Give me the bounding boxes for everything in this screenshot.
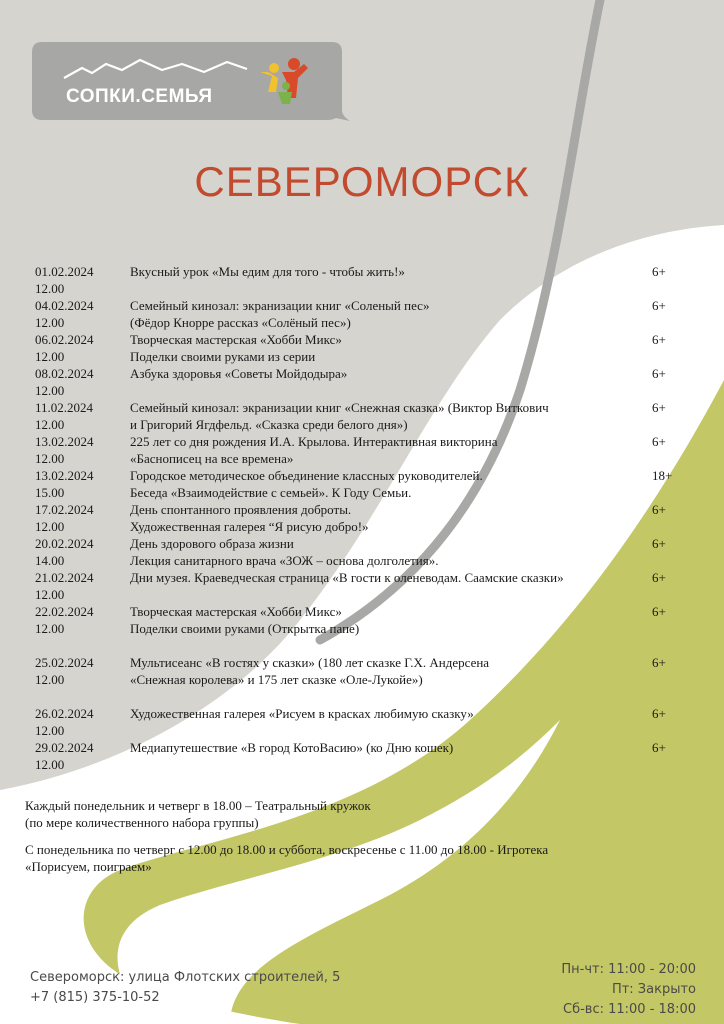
event-date: 04.02.2024 (35, 298, 94, 313)
event-time: 12.00 (35, 315, 65, 330)
footer-contacts (30, 968, 340, 1008)
event-age-rating: 6+ (652, 706, 666, 721)
event-schedule (35, 263, 695, 773)
event-age-rating: 6+ (652, 502, 666, 517)
event-age-rating: 6+ (652, 604, 666, 619)
event-item (35, 501, 695, 535)
event-time: 12.00 (35, 349, 65, 364)
event-item (35, 535, 695, 569)
event-description: Поделки своими руками из серии (130, 349, 316, 364)
event-age-rating: 6+ (652, 264, 666, 279)
city-title: СЕВЕРОМОРСК (194, 158, 530, 205)
event-age-rating: 6+ (652, 434, 666, 449)
event-age-rating: 18+ (652, 468, 673, 483)
note-playroom-sub: «Порисуем, поиграем» (25, 859, 152, 874)
event-description: Творческая мастерская «Хобби Микс» (130, 332, 342, 347)
event-date: 17.02.2024 (35, 502, 94, 517)
event-time: 12.00 (35, 757, 65, 772)
event-age-rating: 6+ (652, 366, 666, 381)
logo-speech-bubble (32, 42, 350, 121)
event-time: 15.00 (35, 485, 65, 500)
event-description: Дни музея. Краеведческая страница «В гости к оленеводам. Саамские сказки» (130, 570, 564, 585)
event-time: 12.00 (35, 451, 65, 466)
event-age-rating: 6+ (652, 655, 666, 670)
event-date: 11.02.2024 (35, 400, 94, 415)
event-description: 225 лет со дня рождения И.А. Крылова. Интерактивная викторина (130, 434, 498, 449)
event-time: 12.00 (35, 383, 65, 398)
address: Североморск: улица Флотских строителей, 5 (30, 970, 341, 985)
logo (32, 42, 352, 124)
event-description: День здорового образа жизни (130, 536, 294, 551)
event-item (35, 433, 695, 467)
event-item (35, 603, 695, 637)
event-date: 22.02.2024 (35, 604, 94, 619)
opening-hours (561, 960, 696, 1020)
event-time: 12.00 (35, 417, 65, 432)
event-description: Творческая мастерская «Хобби Микс» (130, 604, 342, 619)
event-description: «Снежная королева» и 175 лет сказке «Оле-Лукойе») (130, 672, 423, 687)
hours-weekend: Сб-вс: 11:00 - 18:00 (563, 1002, 696, 1017)
event-age-rating: 6+ (652, 400, 666, 415)
note-theater-sub: (по мере количественного набора группы) (25, 815, 259, 830)
event-time: 12.00 (35, 621, 65, 636)
event-date: 06.02.2024 (35, 332, 94, 347)
event-item (35, 705, 695, 739)
event-description: Семейный кинозал: экранизации книг «Соленый пес» (130, 298, 430, 313)
event-age-rating: 6+ (652, 570, 666, 585)
hours-friday: Пт: Закрыто (611, 982, 696, 997)
event-date: 13.02.2024 (35, 468, 94, 483)
event-age-rating: 6+ (652, 740, 666, 755)
note-theater: Каждый понедельник и четверг в 18.00 – Театральный кружок (25, 798, 371, 813)
event-age-rating: 6+ (652, 298, 666, 313)
event-date: 08.02.2024 (35, 366, 94, 381)
event-time: 12.00 (35, 519, 65, 534)
event-date: 20.02.2024 (35, 536, 94, 551)
event-age-rating: 6+ (652, 536, 666, 551)
event-time: 12.00 (35, 281, 65, 296)
event-time: 12.00 (35, 723, 65, 738)
event-description: Семейный кинозал: экранизации книг «Снежная сказка» (Виктор Виткович (130, 400, 549, 415)
hours-weekdays: Пн-чт: 11:00 - 20:00 (561, 962, 696, 977)
event-description: Поделки своими руками (Открытка папе) (130, 621, 360, 636)
event-date: 21.02.2024 (35, 570, 94, 585)
event-description: Азбука здоровья «Советы Мойдодыра» (130, 366, 348, 381)
event-item (35, 297, 695, 331)
event-age-rating: 6+ (652, 332, 666, 347)
brand-name: СОПКИ.СЕМЬЯ (66, 86, 213, 107)
event-item (35, 263, 695, 297)
event-description: Художественная галерея «Рисуем в красках любимую сказку» (130, 706, 474, 721)
event-item (35, 331, 695, 365)
event-description: и Григорий Ягдфельд. «Сказка среди белого дня») (130, 417, 408, 432)
event-description: (Фёдор Кнорре рассказ «Солёный пес») (130, 315, 351, 330)
event-description: Медиапутешествие «В город КотоВасию» (ко Дню кошек) (130, 740, 454, 755)
event-description: День спонтанного проявления доброты. (130, 502, 352, 517)
event-description: Вкусный урок «Мы едим для того - чтобы жить!» (130, 264, 405, 279)
event-item (35, 739, 695, 773)
event-description: Мультисеанс «В гостях у сказки» (180 лет сказке Г.Х. Андерсена (130, 655, 490, 670)
event-date: 29.02.2024 (35, 740, 94, 755)
event-item (35, 569, 695, 603)
event-item (35, 654, 695, 688)
event-item (35, 365, 695, 399)
note-playroom: С понедельника по четверг с 12.00 до 18.00 и суббота, воскресенье с 11.00 до 18.00 - Игротека (25, 842, 549, 857)
event-item (35, 467, 695, 501)
event-date: 01.02.2024 (35, 264, 94, 279)
phone: +7 (815) 375-10-52 (30, 990, 160, 1005)
event-time: 12.00 (35, 672, 65, 687)
event-description: «Баснописец на все времена» (130, 451, 294, 466)
event-description: Беседа «Взаимодействие с семьей». К Году Семьи. (130, 485, 412, 500)
event-item (35, 399, 695, 433)
event-time: 14.00 (35, 553, 65, 568)
event-description: Городское методическое объединение классных руководителей. (130, 468, 483, 483)
event-description: Художественная галерея “Я рисую добро!» (130, 519, 369, 534)
event-time: 12.00 (35, 587, 65, 602)
event-description: Лекция санитарного врача «ЗОЖ – основа долголетия». (130, 553, 439, 568)
notes (25, 797, 705, 875)
event-date: 25.02.2024 (35, 655, 94, 670)
event-date: 13.02.2024 (35, 434, 94, 449)
event-date: 26.02.2024 (35, 706, 94, 721)
